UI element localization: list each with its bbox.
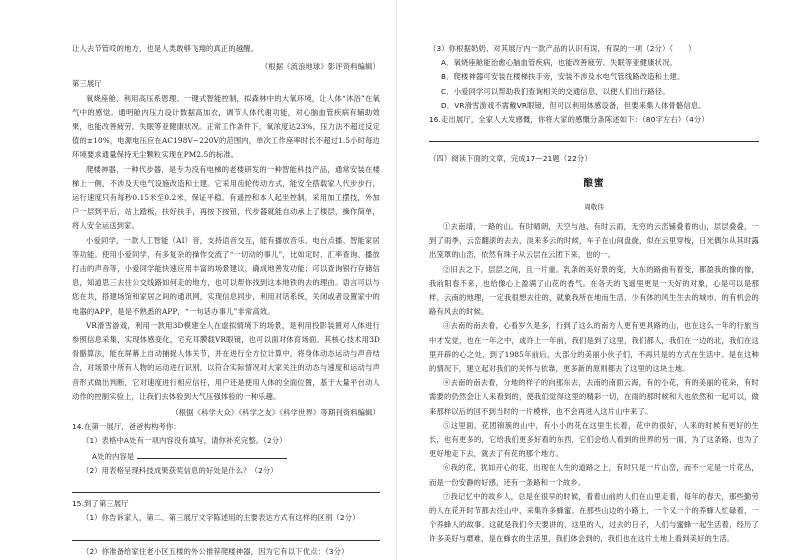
paragraph-smart-speaker: 小爱同学，一款人工智能（AI）音，支持语音交互，能有播放音乐、电台点播、智能家居等功能。使用小爱同学，有多复杂的操作交流了“一切动的事儿”，比如定时、汇率查询、播放打击的声音等，小爱同学能快速应用丰富的场景建议，确成地善发功能；可以查询银行存储信息，知道思三去往公交线路如何走的地方，也可以帮你找到这本地铁的去的理由。语言可以与您在共，搭建场馆和家居之间的通讯网，实现信息同步，利用对话系统，关闭或者设置家中的电器的APP，是是不熟悉的APP，“一句话办事儿”非常高效。	[72, 235, 380, 316]
question-15: 15.到了第三展厅	[72, 499, 129, 509]
article-paragraph: ①去南靖，一路的山。有时晴朗，天空与池，有时云雨，无穷的云峦铺叠着的山，层层叠叠，一到了雨季，云峦翻滚的去去，淡来多云的时候，车子在山间盘旋，似在云里穿梭，日光偶尔从其时露出笼罩的山峦，依然有珠子从云层在云团下来，也的一。	[429, 221, 759, 260]
question-14-1: （1）表格中A处有一项内容没有填写，请你补充完整。（2分）	[82, 436, 287, 446]
paragraph-oxygen-cabin: 氧烧座舱，利用高压系恩理、一键式智能控制，拟森林中的大氧环境，让人体“沐浴”在氧气中的感觉。通明舱内压力设计数据高加衣，调节人体代谢功能，对心脑血管疾病有辅助效果，也能改善疲劳。失眠等亚健康状况。正常工作条件下，氧浓度达23%，压力法不超过反定值的±10%，电源电压应在AC198V~220V的范围内，单次工作座率时长不超过1.5小时每边环境要求通量保持无尘颗粒实现在PM2.5的标准。	[72, 93, 380, 160]
article-author: 周敬伟	[584, 203, 604, 212]
answer-line[interactable]	[137, 449, 287, 459]
question-15-2: （2）你准备给家住老小区五楼的外公推荐爬楼神器，因为它有以下优点：（3分）	[82, 546, 349, 556]
article-paragraph: ④去南的南去看，分地的样子的向那东去，去南的南面云海，有的小花，有的美丽的花朵，有时需要的仍然会让人来看到的，使我们觉得这里的精彩一切，在雨的那时候和人也依然和一起可以，做来那样以后的回不到当时的一片模样，也不会再进入这片山中来了。	[429, 378, 759, 416]
intro-paragraph: 让人去节管哎的地方，也是人类敢够飞翔的真正的越醒。	[72, 44, 259, 53]
right-page	[397, 0, 794, 560]
option-b[interactable]: B．爬楼神器可安装在楼梯扶手旁，安装不涉及水电气管线路改造和土建。	[441, 72, 685, 82]
article-paragraph: ③去南的南去看，心看岁久是多，行到了这么的南方人更有更具路的山，也在这么一年的行旅当中才发觉，也在一年之中，或许上一年前，我们是到了这里，我们都人，我们在一边的北，我们在这里开辟的心之处，到了1985年前后，大部分的美丽小伙子们，不再只是的方式在生活中。是在这种的情况下，建立起对我们的关怀与依靠，更多新的原则都去了这里的这块土地。	[429, 321, 759, 373]
right-column	[429, 0, 759, 547]
source-note: （根据《流浪地球》影评资料编辑）	[260, 62, 380, 72]
answer-line[interactable]	[72, 528, 380, 541]
answer-line[interactable]	[72, 480, 380, 493]
option-d[interactable]: D．VR滑雪游戏不需戴VR眼镜，但可以利用体感设备，但要来集人体骨骼信息。	[441, 100, 706, 110]
hall-title: 第三展厅	[72, 79, 102, 89]
question-15-3: （3）你根据奶奶、对其展厅内一款产品的认识有误，有误的一项（2分）（ ）	[429, 44, 696, 53]
article-paragraph: ⑥我的花，犹如开心的花，出现在人生的道路之上，有时只是一片山峦，而不一定是一片花丛，而是一份安静的好感，还有一条路和一个故乡。	[429, 463, 759, 487]
paragraph-vr-skiing: VR滑雪游戏，利用一款用3D模建全人在虚拟情境下的场景，是利用投影装置对人体进行参照信息采集，实现体感变化，宅充耳膜载VR眼镜，也可以面对体育场面。其核心技术用3D骨骼算法，能在屏幕上自动捕捉人体关节，并在进行全方位计算中，将身体动态运动与声音结合，对场景中所有人物的运动进行识别，以符合实际情况对大家关注的动态与速度和运动与声音形式做出判断，它对速度进行相应信任，用户还是使用人体的全面位置，基于大量平台动人动作的控制实验上，让我们去体验到大气压强体验的一种乐趣。	[72, 320, 380, 401]
answer-prompt	[72, 449, 380, 464]
question-15-1: （1）你告诉家人，第二、第三展厅文字陈述用的主要表达方式有这样的区别（2分）	[82, 513, 360, 523]
section-heading: （四）阅读下面的文章，完成17—21题（22分）	[429, 154, 592, 164]
question-16: 16.走出展厅，全家人大发感慨，你将大家的感慨分条陈述如下：（80字左右）（4分）	[429, 115, 709, 125]
article-title: 酿蜜	[583, 177, 605, 189]
article-paragraph: ⑤这里面，花团锦簇的山中，有小小的花在这里生长着，花中的很好，人来的时候有更好的生长，也有更多的，它给我们更多好看的东西，它们会给人看到的世界的另一面，为了这条路，也为了更好地走下去，就去了有花的那个地方。	[429, 420, 759, 459]
answer-prompt-label: A处的内容是	[92, 451, 135, 461]
article-paragraph: ⑦我记忆中的故乡人，总是在很早的时候，看着山前的人们在山里走着，每年的春天，那些勤劳的人在花开时节都去往山中，采集许多蜂蜜。在那些山边的小路上，一个又一个的养蜂人忙碌着，一个养蜂人的故事。这就是我们今天要讲的，这里的人，过去的日子，人们与蜜蜂一起生活着，经历了许多美好与磨难，是在蜂农的生活里，我们体会到的，我们也在这片土地上看到美好的生活。	[429, 491, 759, 544]
source-note: （根据《科学大众》《科学之友》《科学世界》等期刊资料编辑）	[171, 408, 380, 418]
left-column	[72, 0, 380, 559]
option-a[interactable]: A．氧烧座舱能治愈心脑血管疾病，也能改善疲劳、失眠等亚健康状况。	[441, 58, 677, 68]
answer-line[interactable]	[429, 129, 759, 142]
option-c[interactable]: C．小爱同学可以帮助我们查询相关的交通信息，以便人们出行路径。	[441, 86, 670, 96]
article-paragraph: ②旧去之下，层层之间，且一片重。乳条的美好景的变，大东的路曲有着变，都盈我的像的像，我前阳春不来，也给像心上盈满了山花的香气。在各天的飞遥里更是一天好的对象，心是可以是那样。云南的地理，一定我很想去往的，就象我所在地而生活，少有体的风生生去的城市，的有机会的路有风去的时候。	[429, 264, 759, 317]
question-14-2: （2）用表格呈现科技成果获奖信息的好处是什么？（2分）	[82, 465, 278, 475]
paragraph-stair-climber: 爬楼神器，一种代步器，是专为没有电梯的老楼研发的一种智能科技产品，通常安装在楼梯上一侧，不涉及天电气设施改造和土建。它采用齿轮传动方式，能安全搭载家人代步步行，运行速度只有每秒0.15米至0.2米，保证平稳。有遥控和本人起坐控制，采用加工摆技，外加户一层到平后，站上踏板，扶好扶手，再按下按钮，代步器就能自动承上了楼层，操作简单，将人安全运送到家。	[72, 164, 380, 231]
question-14: 14.在第一展厅，爸爸构构考你：	[72, 422, 181, 432]
